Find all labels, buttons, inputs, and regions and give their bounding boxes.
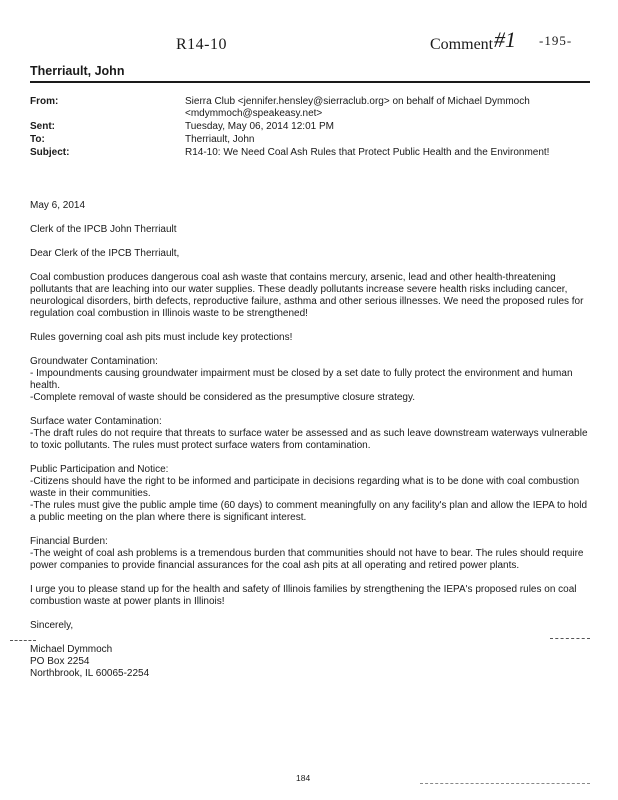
sent-label: Sent: — [30, 121, 55, 132]
surface-water-heading: Surface water Contamination: — [30, 416, 162, 427]
comment-number-suffix: -195- — [539, 33, 573, 48]
letter-body — [30, 200, 590, 680]
surface-water-point-1: -The draft rules do not require that threats to surface water be assessed and as such leave downstream waterways vulnerable to toxic pollutants. The rules must protect surface waters from contamination. — [30, 428, 588, 451]
signature-address-1: PO Box 2254 — [30, 656, 90, 667]
sign-off: Sincerely, — [30, 620, 74, 631]
from-line-2: <mdymmoch@speakeasy.net> — [185, 108, 323, 119]
closing-paragraph: I urge you to please stand up for the health and safety of Illinois families by strengthening the IEPA's proposed rules on coal combustion waste at power plants in Illinois! — [30, 584, 577, 607]
scan-artifact-line — [10, 640, 36, 641]
scan-artifact-line — [550, 638, 590, 639]
sender-name: Therriault, John — [30, 64, 125, 78]
to-value: Therriault, John — [185, 134, 255, 145]
to-label: To: — [30, 134, 45, 145]
addressee: Clerk of the IPCB John Therriault — [30, 224, 177, 235]
groundwater-heading: Groundwater Contamination: — [30, 356, 158, 367]
signature-name: Michael Dymmoch — [30, 644, 113, 655]
subject-label: Subject: — [30, 147, 70, 158]
subject-value: R14-10: We Need Coal Ash Rules that Protect Public Health and the Environment! — [185, 147, 550, 158]
public-participation-point-1: -Citizens should have the right to be informed and participate in decisions regarding what is to be done with coal combustion waste in their communities. — [30, 476, 580, 499]
public-participation-heading: Public Participation and Notice: — [30, 464, 169, 475]
from-value — [185, 96, 585, 120]
public-participation-point-2: -The rules must give the public ample time (60 days) to comment meaningfully on any facility's plan and allow the IEPA to hold a public meeting on the plan where there is significant interest. — [30, 500, 588, 523]
rules-intro: Rules governing coal ash pits must include key protections! — [30, 332, 293, 343]
header-divider — [30, 81, 590, 83]
sent-value: Tuesday, May 06, 2014 12:01 PM — [185, 121, 334, 132]
docket-number: R14-10 — [176, 36, 227, 53]
footer-rule — [420, 783, 590, 784]
groundwater-point-2: -Complete removal of waste should be considered as the presumptive closure strategy. — [30, 392, 416, 403]
groundwater-point-1: - Impoundments causing groundwater impairment must be closed by a set date to fully protect the environment and human health. — [30, 368, 573, 391]
comment-label: Comment — [430, 36, 494, 53]
from-label: From: — [30, 96, 59, 107]
financial-burden-heading: Financial Burden: — [30, 536, 108, 547]
page-number: 184 — [296, 773, 311, 783]
intro-paragraph: Coal combustion produces dangerous coal ash waste that contains mercury, arsenic, lead and other health-threatening pollutants that are leaching into our water supplies. These deadly pollutants increase severe health risks including cancer, neurological disorders, birth defects, reproductive failure, asthma and other serious illnesses. We need the proposed rules for regulation coal combustion in Illinois waste to be strengthened! — [30, 272, 584, 319]
salutation: Dear Clerk of the IPCB Therriault, — [30, 248, 180, 259]
comment-number-handwritten: #1 — [494, 27, 516, 52]
signature-address-2: Northbrook, IL 60065-2254 — [30, 668, 150, 679]
from-line-1: Sierra Club <jennifer.hensley@sierraclub.org> on behalf of Michael Dymmoch — [185, 96, 530, 107]
financial-burden-point-1: -The weight of coal ash problems is a tremendous burden that communities should not have to bear. The rules should require power companies to provide financial assurances for the coal ash pits at all operating and retired power plants. — [30, 548, 584, 571]
letter-date: May 6, 2014 — [30, 200, 86, 211]
